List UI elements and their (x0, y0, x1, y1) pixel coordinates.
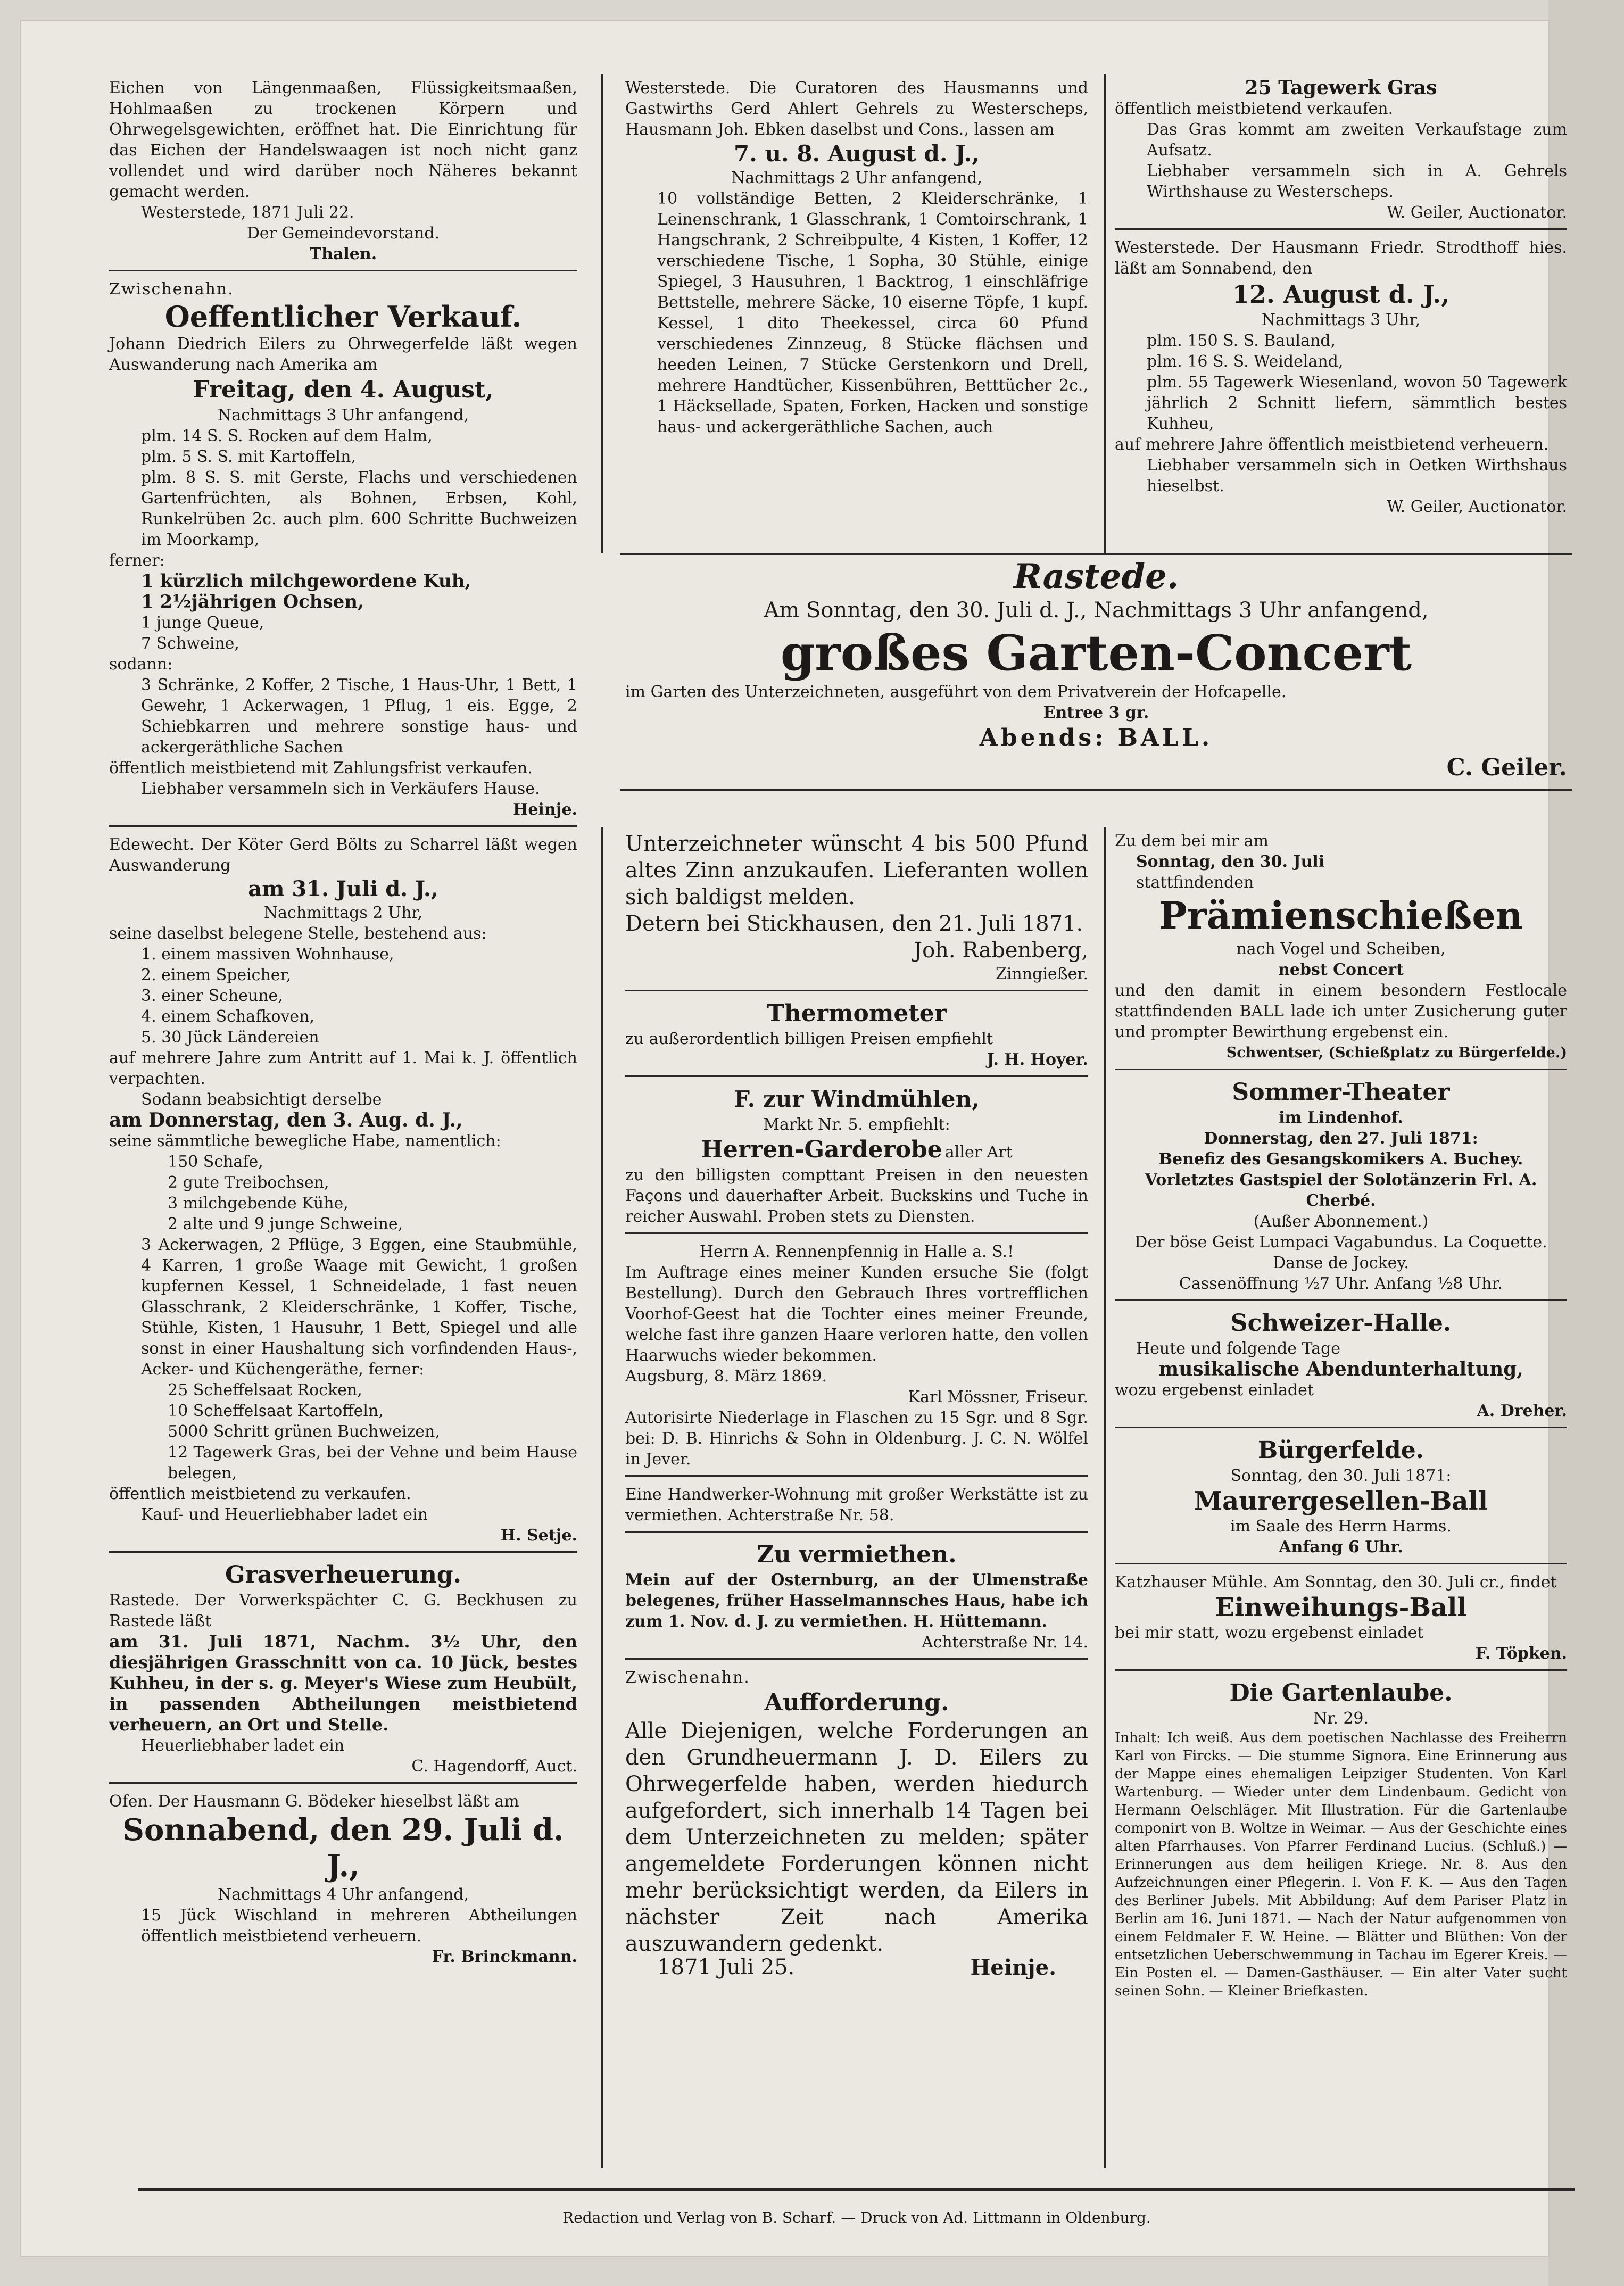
column-rule (601, 74, 603, 553)
ad-item: plm. 5 S. S. mit Kartoffeln, (141, 448, 356, 466)
theater-ad (1115, 1074, 1567, 1301)
ad-item: plm. 14 S. S. Rocken auf dem Halm, (141, 427, 433, 445)
ad-item: 5000 Schritt grünen Buchweizen, (168, 1422, 440, 1441)
schweizer-halle-ad (1115, 1305, 1567, 1428)
ad-signature: Fr. Brinckmann. (432, 1948, 577, 1966)
ad-terms: auf mehrere Jahre öffentlich meistbietend verheuern. (1115, 435, 1549, 454)
ad-date: Donnerstag, den 27. Juli 1871: (1204, 1129, 1478, 1148)
banner-signature: C. Geiler. (1446, 754, 1567, 781)
ad-line: Heute und folgende Tage (1136, 1339, 1341, 1358)
aufforderung-ad (625, 1664, 1088, 1983)
ad-item: plm. 8 S. S. mit Gerste, Flachs und verschiedenen Gartenfrüchten, als Bohnen, Erbsen, Kohl, Runkelrüben 2c. auch plm. 600 Schritte Buchweizen im Moorkamp, (141, 468, 577, 549)
banner-sub: im Garten des Unterzeichneten, ausgeführt von dem Privatverein der Hofcapelle. (625, 683, 1287, 701)
gras-sale (1115, 74, 1567, 230)
ad-intro: Edewecht. Der Köter Gerd Bölts zu Scharrel läßt wegen Auswanderung (109, 835, 577, 875)
ad-intro: Zu dem bei mir am (1115, 832, 1269, 850)
ad-product: Herren-Garderobe (701, 1136, 942, 1163)
auction-boedeker (109, 1788, 577, 1973)
ad-body: bei mir statt, wozu ergebenst einladet (1115, 1624, 1424, 1642)
concert-banner (620, 553, 1572, 791)
thermometer-ad (625, 996, 1088, 1077)
ad-line: öffentlich meistbietend verkaufen. (1115, 100, 1394, 118)
ad-ball: Maurergesellen-Ball (1194, 1486, 1488, 1516)
ad-body: Im Auftrage eines meiner Kunden ersuche Sie (folgt Bestellung). Durch den Gebrauch Ihres vortrefflichen Voorhof-Geest hat die Tochter eines meiner Freunde, welche fast ihre ganzen Haare verloren hatte, den vollen Haarwuchs wieder bekommen. (625, 1263, 1088, 1365)
ad-terms: öffentlich meistbietend zu verkaufen. (109, 1485, 411, 1503)
column-rule (1104, 827, 1106, 2168)
ad-date: Augsburg, 8. März 1869. (625, 1367, 827, 1386)
ad-invite: wozu ergebenst einladet (1115, 1381, 1314, 1399)
ad-headline: Schweizer-Halle. (1230, 1310, 1452, 1337)
ad-headline: Einweihungs-Ball (1215, 1593, 1467, 1622)
ad-addr: Markt Nr. 5. empfiehlt: (763, 1115, 950, 1134)
ad-intro: Westerstede. Der Hausmann Friedr. Strodthoff hies. läßt am Sonnabend, den (1115, 238, 1567, 278)
notice-date: Westerstede, 1871 Juli 22. (141, 203, 354, 222)
ad-headline: Zu vermiethen. (757, 1541, 957, 1568)
ad-item: 4. einem Schafkoven, (141, 1007, 315, 1026)
ad-date: Sonnabend, den 29. Juli d. J., (122, 1812, 564, 1884)
auction-strodthoff (1115, 234, 1567, 523)
ad-goods: 3 Ackerwagen, 2 Pflüge, 3 Eggen, eine Staubmühle, 4 Karren, 1 große Waage mit Gewicht, 1 großen kupfernen Kessel, 1 Schneidelade, 1 fast neuen Glasschrank, 2 Kleiderschränke, 1 Koffer, Tische, Stühle, Kisten, 1 Hausuhr, 1 Bett, Spiegel und alle sonst in einer Haushaltung sich vorfindenden Haus-, Acker- und Küchengeräthe, ferner: (141, 1236, 577, 1379)
ad-meet: Kauf- und Heuerliebhaber ladet ein (141, 1505, 428, 1524)
column-rule (1104, 74, 1106, 553)
ad-body: musikalische Abendunterhaltung, (1158, 1358, 1523, 1380)
ad-time: Nachmittags 2 Uhr, (263, 904, 423, 922)
banner-place: Rastede. (1013, 557, 1179, 597)
banner-entry: Entree 3 gr. (1043, 703, 1149, 722)
banner-ball: Abends: BALL. (979, 724, 1213, 751)
buergerfelde-ad (1115, 1432, 1567, 1564)
footer-rule (138, 2188, 1575, 2191)
ad-item: 1. einem massiven Wohnhause, (141, 945, 394, 964)
ad-body: Unterzeichneter wünscht 4 bis 500 Pfund altes Zinn anzukaufen. Lieferanten wollen sich baldigst melden. (625, 832, 1088, 909)
ad-time: Nachmittags 3 Uhr anfangend, (217, 406, 469, 425)
ad-body: Alle Diejenigen, welche Forderungen an den Grundheuermann J. D. Eilers zu Ohrwegerfelde haben, werden hiedurch aufgefordert, sich innerhalb 14 Tagen bei dem Unterzeichneten zu melden; später angemeldete Forderungen können nicht mehr berücksichtigt werden, da Eilers in nächster Zeit nach Amerika auszuwandern gedenkt. (625, 1719, 1088, 1956)
ad-lead: seine sämmtliche bewegliche Habe, namentlich: (109, 1132, 501, 1150)
ad-body: Mein auf der Osternburg, an der Ulmenstraße belegenes, früher Hasselmannsches Haus, habe ich zum 1. Nov. d. J. zu vermiethen. H. Hüttemann. (625, 1571, 1088, 1631)
ad-signature: Karl Mössner, Friseur. (908, 1388, 1088, 1406)
ad-item: 2 gute Treibochsen, (168, 1173, 329, 1192)
grasverheuerung (109, 1557, 577, 1784)
ad-lease: auf mehrere Jahre zum Antritt auf 1. Mai k. J. öffentlich verpachten. (109, 1049, 577, 1088)
ad-time: Cassenöffnung ½7 Uhr. Anfang ½8 Uhr. (1179, 1274, 1503, 1293)
ad-animal: 1 2½jährigen Ochsen, (141, 591, 364, 612)
ad-verb: stattfindenden (1136, 873, 1254, 892)
zinn-ad (625, 827, 1088, 991)
ad-body: Benefiz des Gesangskomikers A. Buchey. (1158, 1150, 1523, 1169)
notice-eichamt (109, 74, 577, 271)
ad-body: Das Gras kommt am zweiten Verkaufstage zum Aufsatz. (1147, 120, 1567, 160)
auction-gehrels (625, 74, 1088, 443)
testimonial-ad (625, 1238, 1088, 1477)
ad-animal: 7 Schweine, (141, 634, 239, 653)
ad-place: im Lindenhof. (1279, 1108, 1403, 1127)
ad-body: Vorletztes Gastspiel der Solotänzerin Frl. A. Cherbé. (1145, 1171, 1537, 1210)
ad-date: 1871 Juli 25. (657, 1955, 795, 1979)
ad-date: am 31. Juli d. J., (248, 876, 438, 901)
ad-headline: Bürgerfelde. (1257, 1437, 1424, 1464)
banner-line: Am Sonntag, den 30. Juli d. J., Nachmittags 3 Uhr anfangend, (764, 598, 1429, 623)
ad-item: 10 Scheffelsaat Kartoffeln, (168, 1402, 384, 1420)
ad-signature: A. Dreher. (1477, 1402, 1567, 1420)
ad-signature: Heinje. (970, 1955, 1056, 1980)
ad-lead: seine daselbst belegene Stelle, bestehend aus: (109, 924, 487, 943)
ad-product-suffix: aller Art (944, 1143, 1013, 1162)
ad-role: Zinngießer. (995, 965, 1088, 983)
ad-signature: W. Geiler, Auctionator. (1387, 498, 1567, 516)
column-rule (601, 827, 603, 2168)
notice-text: Eichen von Längenmaaßen, Flüssigkeitsmaaßen, Hohlmaaßen zu trockenen Körpern und Ohrwegelsgewichten, eröffnet hat. Die Einrichtung für das Eichen der Handelswaagen ist noch nicht ganz vollendet und wird darüber noch Näheres bekannt gemacht werden. (109, 79, 577, 201)
ad-signature: W. Geiler, Auctionator. (1387, 203, 1567, 222)
ad-headline: Aufforderung. (764, 1689, 949, 1716)
ad-to: Herrn A. Rennenpfennig in Halle a. S.! (699, 1243, 1014, 1261)
gartenlaube-ad (1115, 1675, 1567, 2006)
windmuehlen-ad (625, 1081, 1088, 1234)
wohnung-ad (625, 1481, 1088, 1533)
ad-body: zu den billigsten compttant Preisen in den neuesten Façons und dauerhafter Arbeit. Buckskins und Tuche in reicher Auswahl. Proben stets zu Diensten. (625, 1166, 1088, 1226)
ad-meet: Heuerliebhaber ladet ein (141, 1736, 345, 1755)
ad-signature: Heinje. (512, 800, 577, 819)
ad-animal: 1 junge Queue, (141, 614, 264, 632)
ad-date: Sonntag, den 30. Juli 1871: (1230, 1467, 1452, 1485)
ad-intro: Katzhauser Mühle. Am Sonntag, den 30. Juli cr., findet (1115, 1573, 1557, 1592)
ad-body: 10 vollständige Betten, 2 Kleiderschränke, 1 Leinenschrank, 1 Glasschrank, 1 Comtoirschrank, 1 Hangschrank, 2 Schreibpulte, 4 Kisten, 1 Koffer, 12 verschiedene Tische, 1 Sopha, 30 Stühle, einige Spiegel, 3 Hausuhren, 1 Backtrog, 1 einschläfrige Bettstelle, mehrere Säcke, 10 eiserne Töpfe, 1 kupf. Kessel, 1 dito Theekessel, circa 60 Pfund verschiedenes Zinnzeug, 8 Stücke flächsen und heeden Leinen, 7 Stücke Gerstenkorn und Drell, mehrere Handtücher, Kissenbühren, Betttücher 2c., 1 Häcksellade, Spaten, Forken, Hacken und sonstige haus- und ackergeräthliche Sachen, auch (657, 189, 1088, 436)
ad-number: Nr. 29. (1313, 1709, 1369, 1728)
ad-date: am Donnerstag, den 3. Aug. d. J., (109, 1109, 463, 1131)
ad-headline: Grasverheuerung. (225, 1561, 461, 1588)
ad-item: 3. einer Scheune, (141, 987, 283, 1005)
ad-contents: Inhalt: Ich weiß. Aus dem poetischen Nachlasse des Freiherrn Karl von Fircks. — Die stumme Signora. Eine Erinnerung aus der Mappe eines ehemaligen Leipziger Studenten. Von Karl Wartenburg. — Wieder unter dem Lindenbaum. Gedicht von Hermann Oelschläger. Mit Illustration. Für die Gartenlaube componirt von B. Woltze in Weimar. — Aus der Geschichte eines alten Pfarrhauses. Von Pfarrer Ferdinand Lucius. (Schluß.) — Erinnerungen aus dem heiligen Kriege. Nr. 8. Aus den Aufzeichnungen einer Pflegerin. I. Von F. K. — Aus den Tagen des Berliner Jubels. Mit Abbildung: Auf dem Pariser Platz in Berlin am 16. Juni 1871. — Nach der Natur aufgenommen von einem Feldmaler F. W. Heine. — Blätter und Blüthen: Von der entsetzlichen Ueberschwemmung in Tachau im Egerer Kreis. — Ein Posten el. — Damen-Gasthäuser. — Ein alter Vater sucht seinen Sohn. — Kleiner Briefkasten. (1115, 1730, 1567, 1999)
ad-signature: J. H. Hoyer. (987, 1050, 1088, 1069)
ad-item: 2. einem Speicher, (141, 966, 292, 984)
ad-item: 12 Tagewerk Gras, bei der Vehne und beim Hause belegen, (168, 1443, 577, 1482)
ad-headline: Die Gartenlaube. (1229, 1679, 1453, 1707)
ad-signature: C. Hagendorff, Auct. (411, 1757, 577, 1776)
banner-headline: großes Garten-Concert (780, 624, 1412, 682)
imprint: Redaction und Verlag von B. Scharf. — Druck von Ad. Littmann in Oldenburg. (562, 2209, 1151, 2226)
ad-signature: F. Töpken. (1475, 1644, 1567, 1663)
column-left (104, 74, 583, 1977)
ad-terms: öffentlich meistbietend mit Zahlungsfrist verkaufen. (109, 759, 533, 777)
ad-signature: Joh. Rabenberg, (914, 938, 1088, 963)
ad-headline: 25 Tagewerk Gras (1245, 77, 1437, 99)
ad-item: 150 Schafe, (168, 1153, 263, 1171)
ad-intro: Rastede. Der Vorwerkspächter C. G. Beckhusen zu Rastede läßt (109, 1591, 577, 1630)
ad-place: Zwischenahn. (109, 280, 234, 299)
ad-headline: Oeffentlicher Verkauf. (164, 300, 522, 334)
ad-goods: 3 Schränke, 2 Koffer, 2 Tische, 1 Haus-Uhr, 1 Bett, 1 Gewehr, 1 Ackerwagen, 1 Pflug, 1 eis. Egge, 2 Schiebkarren und mehrere sonstige haus- und ackergeräthliche Sachen (141, 676, 577, 757)
ad-also: Sodann beabsichtigt derselbe (141, 1090, 382, 1109)
ad-meet: Liebhaber versammeln sich in A. Gehrels Wirthshause zu Westerscheps. (1147, 162, 1567, 201)
ad-time: Anfang 6 Uhr. (1279, 1538, 1403, 1556)
ad-place: Zwischenahn. (625, 1668, 750, 1687)
ad-item: 5. 30 Jück Ländereien (141, 1028, 319, 1047)
ad-date: 7. u. 8. August d. J., (734, 140, 980, 167)
ad-headline: Prämienschießen (1159, 893, 1523, 938)
ad-item: plm. 150 S. S. Bauland, (1147, 332, 1336, 350)
ad-label: sodann: (109, 655, 173, 674)
notice-signature: Thalen. (309, 245, 377, 263)
ad-body: und den damit in einem besondern Festlocale stattfindenden BALL lade ich unter Zusicherung guter und prompter Bewirthung ergebenst ein. (1115, 981, 1567, 1041)
column-middle (620, 827, 1093, 1987)
ad-intro: Westerstede. Die Curatoren des Hausmanns und Gastwirths Gerd Ahlert Gehrels zu Westerscheps, Hausmann Joh. Ebken daselbst und Cons., lassen am (625, 79, 1088, 139)
ad-intro: Ofen. Der Hausmann G. Bödeker hieselbst läßt am (109, 1792, 519, 1811)
katzhauser-ad (1115, 1569, 1567, 1671)
ad-date: Sonntag, den 30. Juli (1136, 852, 1325, 871)
ad-time: Nachmittags 3 Uhr, (1261, 311, 1421, 329)
vermiethen-ad (625, 1537, 1088, 1660)
ad-program: Der böse Geist Lumpaci Vagabundus. La Coquette. Danse de Jockey. (1134, 1233, 1547, 1272)
ad-sub: nebst Concert (1278, 960, 1404, 979)
column-middle-top (620, 74, 1093, 553)
notice-org: Der Gemeindevorstand. (246, 224, 440, 243)
ad-headline: Sommer-Theater (1232, 1079, 1450, 1106)
ad-signature: H. Setje. (500, 1526, 577, 1545)
ad-date: 12. August d. J., (1232, 280, 1450, 309)
ad-item: plm. 16 S. S. Weideland, (1147, 352, 1344, 371)
ad-intro: Johann Diedrich Eilers zu Ohrwegerfelde läßt wegen Auswanderung nach Amerika am (109, 335, 577, 374)
ad-body: Eine Handwerker-Wohnung mit großer Werkstätte ist zu vermiethen. Achterstraße Nr. 58. (625, 1485, 1088, 1525)
ad-body: am 31. Juli 1871, Nachm. 3½ Uhr, den diesjährigen Grasschnitt von ca. 10 Jück, bestes Kuhheu, in der s. g. Meyer's Wiese zum Heubült, in passenden Abtheilungen meistbietend verheuern, an Ort und Stelle. (109, 1631, 577, 1735)
ad-item: 2 alte und 9 junge Schweine, (168, 1215, 403, 1233)
ad-place: Detern bei Stickhausen, den 21. Juli 1871. (625, 912, 1083, 936)
ad-item: 25 Scheffelsaat Rocken, (168, 1381, 362, 1399)
ad-agency: Autorisirte Niederlage in Flaschen zu 15 Sgr. und 8 Sgr. bei: D. B. Hinrichs & Sohn in Oldenburg. J. C. N. Wölfel in Jever. (625, 1409, 1088, 1469)
auction-boelts (109, 831, 577, 1553)
ad-animal: 1 kürzlich milchgewordene Kuh, (141, 570, 471, 592)
ad-item: 3 milchgebende Kühe, (168, 1194, 349, 1213)
ad-sub: nach Vogel und Scheiben, (1236, 940, 1446, 958)
ad-meet: Liebhaber versammeln sich in Verkäufers Hause. (141, 780, 540, 798)
ad-body: 15 Jück Wischland in mehreren Abtheilungen öffentlich meistbietend verheuern. (141, 1906, 577, 1945)
ad-meet: Liebhaber versammeln sich in Oetken Wirthshaus hieselbst. (1147, 456, 1567, 495)
ad-note: (Außer Abonnement.) (1253, 1212, 1429, 1231)
ad-body: zu außerordentlich billigen Preisen empfiehlt (625, 1030, 993, 1048)
auction-eilers (109, 276, 577, 827)
ad-item: plm. 55 Tagewerk Wiesenland, wovon 50 Tagewerk jährlich 2 Schnitt liefern, sämmtlich bestes Kuhheu, (1147, 373, 1567, 433)
ad-headline: Thermometer (767, 1000, 947, 1027)
ad-addr: Achterstraße Nr. 14. (921, 1633, 1088, 1652)
ad-date: Freitag, den 4. August, (193, 376, 494, 403)
ad-time: Nachmittags 4 Uhr anfangend, (217, 1885, 469, 1904)
praemienschiessen-ad (1115, 827, 1567, 1070)
ad-time: Nachmittags 2 Uhr anfangend, (731, 169, 983, 187)
ad-signature: Schwentser, (Schießplatz zu Bürgerfelde.) (1226, 1045, 1567, 1061)
column-right (1109, 827, 1572, 2010)
ad-place: im Saale des Herrn Harms. (1230, 1517, 1452, 1536)
column-right-top (1109, 74, 1572, 553)
ad-headline: F. zur Windmühlen, (734, 1086, 980, 1112)
ad-label: ferner: (109, 551, 165, 570)
